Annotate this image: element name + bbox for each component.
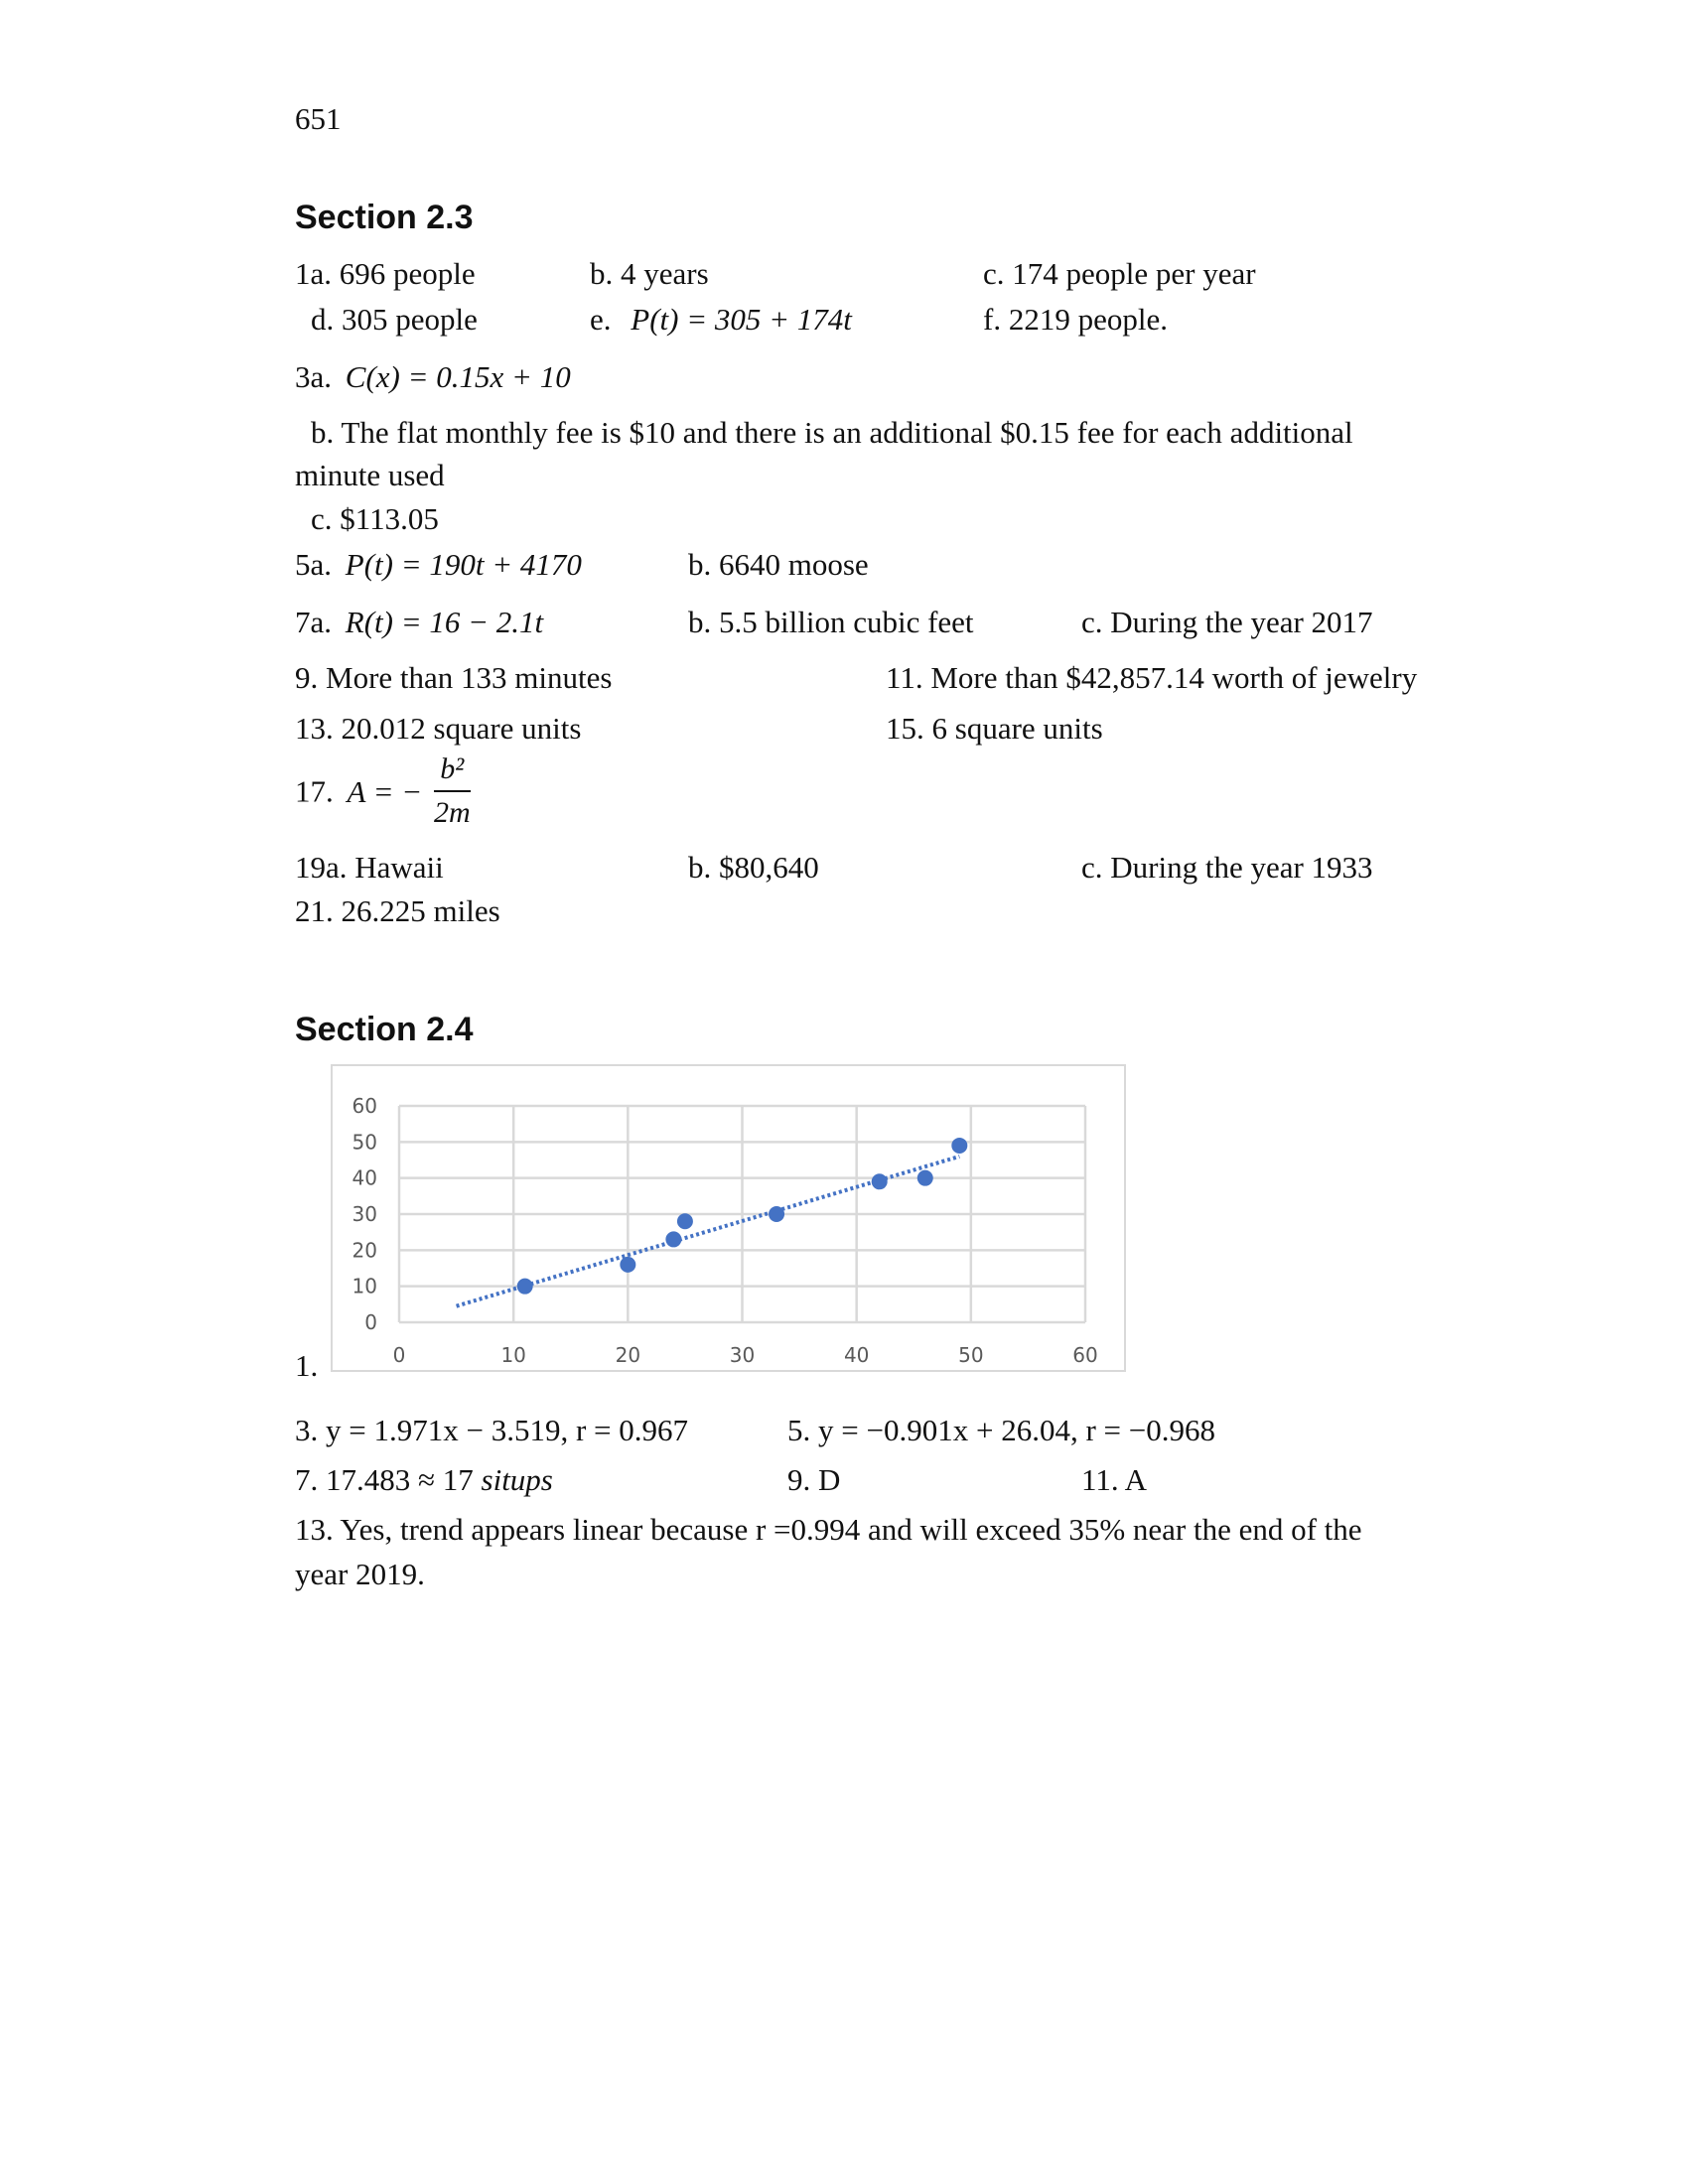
data-point-marker	[620, 1257, 635, 1273]
answer-5a-label: 5a.	[295, 547, 333, 582]
fraction-numerator: b²	[434, 754, 471, 792]
answer-13: 13. 20.012 square units	[295, 711, 582, 746]
answer-7c: c. During the year 2017	[1081, 605, 1373, 639]
answer-7a-label: 7a.	[295, 605, 333, 639]
data-point-marker	[769, 1206, 784, 1222]
y-tick-label: 30	[352, 1202, 377, 1226]
answer-1d: d. 305 people	[311, 302, 478, 337]
section-2-4-heading: Section 2.4	[295, 1011, 474, 1048]
answer-11: 11. More than $42,857.14 worth of jewelry	[886, 660, 1418, 695]
scatter-chart	[331, 1064, 1126, 1372]
x-tick-label: 0	[392, 1343, 406, 1367]
answer-1e-equation: P(t) = 305 + 174t	[631, 302, 852, 337]
answer-19c: c. During the year 1933	[1081, 850, 1373, 885]
x-tick-label: 30	[729, 1343, 756, 1367]
x-axis-tick-labels	[393, 1343, 1098, 1367]
x-tick-label: 60	[1072, 1343, 1098, 1367]
answer-2-4-11: 11. A	[1081, 1462, 1148, 1497]
answer-17-fraction	[434, 754, 471, 828]
answer-2-4-9: 9. D	[787, 1462, 841, 1497]
data-point-marker	[951, 1138, 967, 1154]
answer-1c: c. 174 people per year	[983, 256, 1256, 291]
y-tick-label: 20	[352, 1238, 377, 1263]
answer-1b: b. 4 years	[590, 256, 709, 291]
answer-19a: 19a. Hawaii	[295, 850, 444, 885]
answer-7b: b. 5.5 billion cubic feet	[688, 605, 974, 639]
answer-2-4-3: 3. y = 1.971x − 3.519, r = 0.967	[295, 1413, 689, 1447]
scatter-plot-svg	[333, 1066, 1128, 1374]
answer-9: 9. More than 133 minutes	[295, 660, 613, 695]
answer-5b: b. 6640 moose	[688, 547, 869, 582]
answer-3b-continued: minute used	[295, 458, 445, 492]
answer-1f: f. 2219 people.	[983, 302, 1168, 337]
y-tick-label: 60	[352, 1094, 377, 1118]
data-point-marker	[677, 1213, 693, 1229]
answer-1-label: 1.	[295, 1348, 319, 1383]
answer-3a	[295, 361, 571, 392]
y-tick-label: 40	[352, 1165, 377, 1190]
answer-17	[295, 754, 471, 828]
answer-7a	[295, 607, 543, 637]
answer-7-value: 7. 17.483 ≈ 17	[295, 1462, 482, 1497]
answer-3a-equation: C(x) = 0.15x + 10	[345, 359, 571, 394]
answer-17-lhs: A = −	[347, 773, 423, 809]
data-point-marker	[872, 1173, 888, 1189]
y-tick-label: 10	[352, 1274, 377, 1298]
x-tick-label: 10	[500, 1343, 526, 1367]
answer-5a	[295, 549, 582, 580]
data-point-marker	[917, 1170, 933, 1186]
y-tick-label: 0	[364, 1310, 377, 1334]
y-axis-tick-labels	[352, 1094, 377, 1334]
answer-7a-equation: R(t) = 16 − 2.1t	[345, 605, 544, 639]
x-tick-label: 40	[843, 1343, 870, 1367]
section-2-3-heading: Section 2.3	[295, 199, 474, 236]
x-tick-label: 20	[615, 1343, 641, 1367]
data-point-marker	[517, 1279, 533, 1295]
answer-5a-equation: P(t) = 190t + 4170	[345, 547, 582, 582]
fraction-denominator: 2m	[433, 796, 471, 829]
answer-19b: b. $80,640	[688, 850, 819, 885]
answer-3a-label: 3a.	[295, 359, 333, 394]
answer-1a: 1a. 696 people	[295, 256, 476, 291]
answer-2-4-7	[295, 1464, 553, 1495]
answer-7-unit: situps	[481, 1462, 553, 1497]
answer-21: 21. 26.225 miles	[295, 893, 500, 928]
page-number: 651	[295, 101, 342, 136]
chart-gridlines	[399, 1106, 1085, 1322]
answer-1e-label: e.	[590, 302, 612, 337]
answer-2-4-13-continued: year 2019.	[295, 1557, 425, 1591]
answer-2-4-5: 5. y = −0.901x + 26.04, r = −0.968	[787, 1413, 1215, 1447]
x-tick-label: 50	[958, 1343, 984, 1367]
answer-3b: b. The flat monthly fee is $10 and there is an additional $0.15 fee for each additional	[311, 415, 1353, 450]
answer-17-label: 17.	[295, 773, 334, 809]
answer-2-4-13: 13. Yes, trend appears linear because r =0.994 and will exceed 35% near the end of the	[295, 1512, 1362, 1547]
y-tick-label: 50	[352, 1130, 377, 1155]
answer-1e	[590, 304, 852, 335]
answer-3c: c. $113.05	[311, 501, 439, 536]
data-point-marker	[665, 1231, 681, 1247]
answer-15: 15. 6 square units	[886, 711, 1103, 746]
